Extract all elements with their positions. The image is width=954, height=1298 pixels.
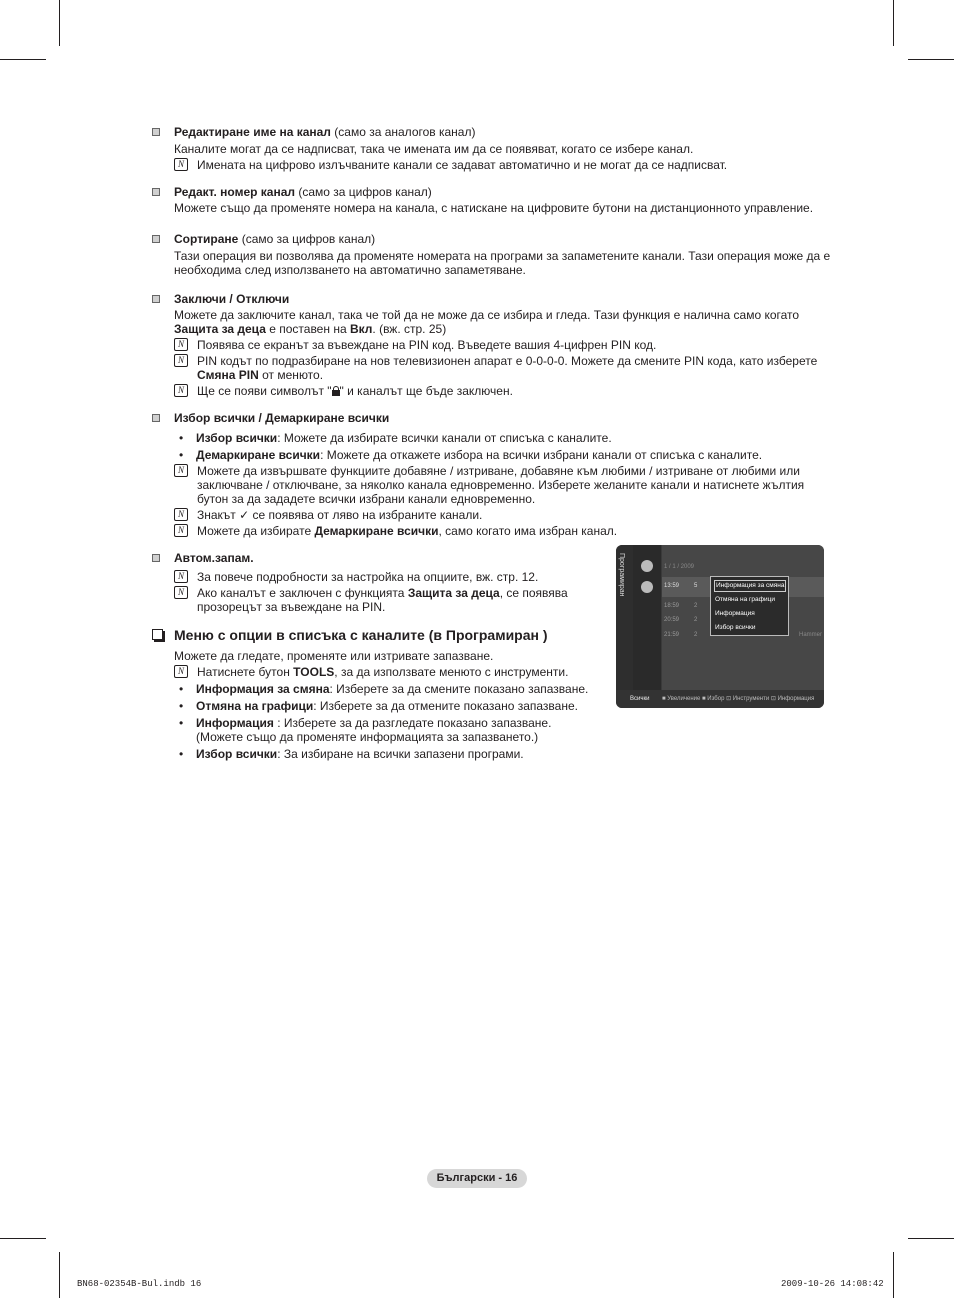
button-hints: ■ Увеличение ■ Избор ⊡ Инструменти ⊡ Информация xyxy=(662,696,815,702)
schedule-row: 20:59 2 xyxy=(664,617,698,623)
square-bullet-icon xyxy=(152,554,160,562)
section-body: Можете да гледате, променяте или изтривате запазване. xyxy=(174,649,494,663)
note: N Появява се екранът за въвеждане на PIN код. Въведете вашия 4-цифрен PIN код. xyxy=(174,338,832,352)
crop-mark xyxy=(0,1238,46,1239)
square-bullet-icon xyxy=(152,188,160,196)
note: N Можете да извършвате функциите добавяне / изтриване, добавяне към любими / изтриване от любими или заключване / отключване, за няколко канала едновременно. Изберете желаните канали и натиснете жълтия бутон за да зададете всички избрани канали едновременно. xyxy=(174,464,832,506)
section-title: Избор всички / Демаркиране всички xyxy=(174,411,390,425)
section-title: Автом.запам. xyxy=(174,550,254,565)
side-label: Програмиран xyxy=(618,553,625,597)
menu-item-select-all[interactable]: Избор всички xyxy=(715,624,756,631)
note-icon: N xyxy=(174,354,188,367)
note-icon: N xyxy=(174,508,188,521)
heart-icon xyxy=(641,560,653,572)
section-body: Каналите могат да се надписват, така че имената им да се появяват, когато се избере канал. xyxy=(174,141,694,156)
section-sort: Сортиране (само за цифров канал) Тази операция ви позволява да променяте номерата на програми за запаметените канали. Тази операция може да е необходима след използването на автоматично запаметяване. xyxy=(152,232,832,277)
section-select-all xyxy=(152,411,832,538)
note: N Можете да избирате Демаркиране всички, само когато има избран канал. xyxy=(174,524,832,538)
section-title: Сортиране xyxy=(174,232,239,246)
section-title: Редакт. номер канал xyxy=(174,184,296,199)
bullet-item: • Избор всички: Можете да избирате всички канали от списъка с каналите. xyxy=(179,430,612,445)
lock-icon xyxy=(332,386,340,396)
note: N Знакът ✓ се появява от ляво на избраните канали. xyxy=(174,508,832,522)
bullet-item: • Информация : Изберете за да разгледате показано запазване. (Можете също да променяте информацията за запазването.) xyxy=(179,716,552,744)
menu-item-cancel-schedule[interactable]: Отмяна на графици xyxy=(715,596,775,603)
section-rename: Редактиране име на канал (само за аналогов канал) Каналите могат да се надписват, така че имената им да се появяват, когато се избере канал. N Имената на цифрово излъчваните канали се задават автоматично и не могат да се надписват. xyxy=(152,125,832,172)
section-body: Можете също да променяте номера на канала, с натискане на цифровите бутони на дистанционното управление. xyxy=(174,201,814,215)
checkbox-icon xyxy=(152,629,163,640)
note: N За повече подробности за настройка на опциите, вж. стр. 12. xyxy=(174,570,832,584)
section-renumber: Редакт. номер канал (само за цифров канал) Можете също да променяте номера на канала, с натискане на цифровите бутони на дистанционното управление. xyxy=(152,185,832,216)
section-title: Редактиране име на канал xyxy=(174,125,331,139)
bullet-item: • Отмяна на графици: Изберете за да отмените показано запазване. xyxy=(179,699,578,713)
note: N Натиснете бутон TOOLS, за да използвате менюто с инструменти. xyxy=(174,665,832,679)
note-icon: N xyxy=(174,570,188,583)
section-lock xyxy=(152,292,832,399)
note: N Имената на цифрово излъчваните канали се задават автоматично и не могат да се надписват. xyxy=(174,158,832,172)
bullet-item: • Избор всички: За избиране на всички запазени програми. xyxy=(179,747,524,761)
schedule-row: 18:59 2 xyxy=(664,603,698,609)
tv-screen-illustration xyxy=(616,545,824,708)
bullet-item: • Демаркиране всички: Можете да откажете избора на всички избрани канали от списъка с каналите. xyxy=(179,447,763,462)
note-icon: N xyxy=(174,338,188,351)
section-body: Можете да заключите канал, така че той да не може да се избира и гледа. Тази функция е налична само когато Защита за деца е поставен на Вкл. (вж. стр. 25) xyxy=(174,308,800,336)
checkmark-icon: ✓ xyxy=(239,507,250,522)
tv-bottom-bar xyxy=(616,690,824,708)
section-heading: Меню с опции в списъка с каналите (в Програмиран ) xyxy=(174,627,548,643)
crop-mark xyxy=(59,0,60,46)
clock-icon xyxy=(641,581,653,593)
section-body: Тази операция ви позволява да променяте номерата на програми за запаметените канали. Тази операция може да е необходима след използването на автоматично запаметяване. xyxy=(174,248,831,277)
page-label: Български - 16 xyxy=(427,1169,527,1188)
square-bullet-icon xyxy=(152,295,160,303)
crop-mark xyxy=(908,1238,954,1239)
footer-left: BN68-02354B-Bul.indb 16 xyxy=(77,1279,202,1289)
schedule-row: 13:59 5 xyxy=(664,583,698,589)
schedule-date: 1 / 1 / 2009 xyxy=(664,564,695,570)
crop-mark xyxy=(893,1252,894,1298)
menu-item-change-info[interactable]: Информация за смяна xyxy=(714,580,786,592)
note-icon: N xyxy=(174,524,188,537)
program-name: Hammer xyxy=(799,632,823,638)
crop-mark xyxy=(0,59,46,60)
square-bullet-icon xyxy=(152,235,160,243)
section-title: Заключи / Отключи xyxy=(174,291,290,306)
schedule-row: 21:59 2 xyxy=(664,632,698,638)
crop-mark xyxy=(893,0,894,46)
square-bullet-icon xyxy=(152,128,160,136)
bullet-item: • Информация за смяна: Изберете за да смените показано запазване. xyxy=(179,682,589,696)
tools-menu xyxy=(710,576,789,636)
note-icon: N xyxy=(174,158,188,171)
crop-mark xyxy=(59,1252,60,1298)
square-bullet-icon xyxy=(152,414,160,422)
note: N Ще се появи символът " " и каналът ще бъде заключен. xyxy=(174,384,832,398)
note-icon: N xyxy=(174,665,188,678)
note: N PIN кодът по подразбиране на нов телевизионен апарат е 0-0-0-0. Можете да смените PIN кода, като изберете Смяна PIN от менюто. xyxy=(174,354,832,382)
note-icon: N xyxy=(174,586,188,599)
filter-all: Всички xyxy=(630,696,650,702)
note-icon: N xyxy=(174,384,188,397)
footer-right: 2009-10-26 14:08:42 xyxy=(781,1279,884,1289)
menu-item-information[interactable]: Информация xyxy=(715,610,755,617)
note-icon: N xyxy=(174,464,188,477)
note: N Ако каналът е заключен с функцията Защита за деца, се появява прозорецът за въвеждане на PIN. xyxy=(174,586,832,614)
crop-mark xyxy=(908,59,954,60)
